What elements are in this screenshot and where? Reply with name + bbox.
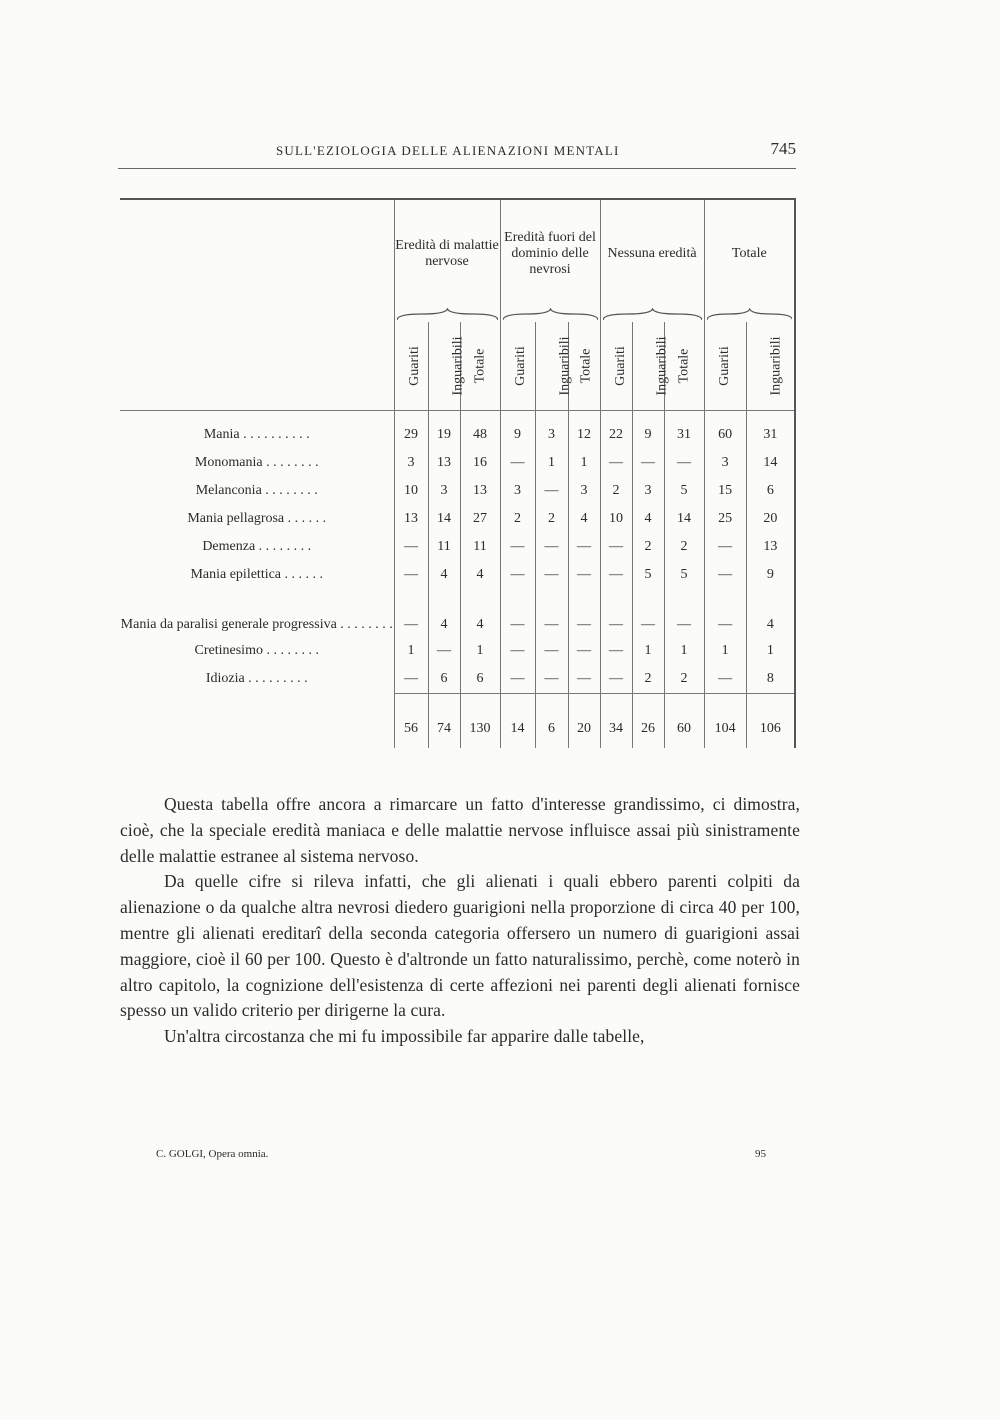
row-label: Monomania . . . . . . . . [194, 455, 319, 470]
table-cell: 9 [500, 411, 535, 450]
paragraph: Un'altra circostanza che mi fu impossibile far apparire dalle tabelle, [164, 1026, 645, 1047]
table-cell: 3 [704, 449, 746, 477]
table-cell: — [664, 589, 704, 637]
subheader-cell: Guariti [600, 322, 632, 411]
table-cell: 2 [535, 505, 568, 533]
subheader-cell: Inguaribili [535, 322, 568, 411]
table-cell: 1 [568, 449, 600, 477]
table-cell: — [394, 665, 428, 694]
row-label: Mania da paralisi generale progressiva . . . . . . . . [120, 617, 393, 632]
table-cell: 20 [746, 505, 795, 533]
table-cell: 25 [704, 505, 746, 533]
table-cell: 3 [568, 477, 600, 505]
table-row [120, 589, 795, 637]
table-cell: 5 [632, 561, 664, 589]
table-cell: 14 [746, 449, 795, 477]
table-cell: 3 [535, 411, 568, 450]
table-cell: 4 [428, 589, 460, 637]
paragraph: Questa tabella offre ancora a rimarcare un fatto d'interesse grandissimo, ci dimostra, cioè, che la speciale eredità maniaca e delle malattie nervose influisce assai più sinistramente delle malattie estranee al sistema nervoso. [120, 794, 800, 866]
subheader-cell: Guariti [704, 322, 746, 411]
subheader-cell: Totale [460, 322, 500, 411]
table-cell: 22 [600, 411, 632, 450]
table-row [120, 449, 795, 477]
table-row [120, 533, 795, 561]
table-cell: 5 [664, 477, 704, 505]
group-heredity-outside: Eredità fuori del dominio delle nevrosi [500, 199, 600, 308]
table-cell: 9 [632, 411, 664, 450]
total-cell: 56 [394, 694, 428, 749]
subheader-cell: Inguaribili [428, 322, 460, 411]
running-head [118, 141, 796, 167]
table-cell: 10 [600, 505, 632, 533]
table-cell: — [394, 561, 428, 589]
total-cell: 34 [600, 694, 632, 749]
table-cell: 31 [664, 411, 704, 450]
table-cell: 14 [428, 505, 460, 533]
total-cell: 6 [535, 694, 568, 749]
table-cell: 6 [746, 477, 795, 505]
table-cell: — [632, 589, 664, 637]
table-cell: 1 [535, 449, 568, 477]
table-row [120, 665, 795, 694]
table-cell: — [500, 665, 535, 694]
table-cell: — [535, 533, 568, 561]
table-cell: — [535, 589, 568, 637]
table-row [120, 411, 795, 450]
table-cell: — [568, 533, 600, 561]
table-cell: 9 [746, 561, 795, 589]
table-cell: 2 [600, 477, 632, 505]
table-cell: 1 [704, 637, 746, 665]
table-cell: 4 [746, 589, 795, 637]
table-cell: 4 [632, 505, 664, 533]
table-cell: 1 [632, 637, 664, 665]
subheader-cell: Totale [664, 322, 704, 411]
table-cell: 3 [394, 449, 428, 477]
table-cell: — [535, 637, 568, 665]
table-cell: — [500, 449, 535, 477]
paragraph: Da quelle cifre si rileva infatti, che gli alienati i quali ebbero parenti colpiti da alienazione o da qualche altra nevrosi diedero guarigioni nella proporzione di circa 40 per 100, mentre gli alienati ereditarî della seconda categoria offersero un numero di guarigioni assai maggiore, cioè il 60 per 100. Questo è d'altronde un fatto naturalissimo, perchè, come noterò in altro capitolo, la cognizione dell'esistenza di certe affezioni nei parenti degli alienati fornisce spesso un valido criterio per dirigerne la cura. [120, 871, 800, 1021]
table-cell: — [600, 665, 632, 694]
table-cell: 2 [632, 665, 664, 694]
total-cell: 130 [460, 694, 500, 749]
table-cell: 3 [428, 477, 460, 505]
table-cell: — [704, 533, 746, 561]
table-cell: — [535, 477, 568, 505]
total-cell: 14 [500, 694, 535, 749]
table-cell: — [568, 589, 600, 637]
table-cell: 10 [394, 477, 428, 505]
table-cell: — [535, 665, 568, 694]
table-cell: — [600, 637, 632, 665]
table-cell: — [500, 533, 535, 561]
table-cell: 15 [704, 477, 746, 505]
table-row [120, 477, 795, 505]
row-label: Melanconia . . . . . . . . [195, 483, 318, 498]
header-rule [118, 168, 796, 169]
table-cell: 13 [460, 477, 500, 505]
table-cell: — [500, 561, 535, 589]
subheader-cell: Totale [568, 322, 600, 411]
table-cell: 8 [746, 665, 795, 694]
table-cell: — [600, 533, 632, 561]
statistics-table [120, 198, 796, 748]
brace-icon [394, 308, 500, 322]
table-cell: — [664, 449, 704, 477]
total-cell: 26 [632, 694, 664, 749]
table-cell: — [500, 637, 535, 665]
signature-line: C. GOLGI, Opera omnia. [156, 1148, 269, 1160]
table-cell: 5 [664, 561, 704, 589]
totals-label-cell [120, 694, 394, 749]
table-cell: — [535, 561, 568, 589]
table-row [120, 561, 795, 589]
group-no-heredity: Nessuna eredità [600, 199, 704, 308]
table-cell: 6 [460, 665, 500, 694]
table-cell: — [568, 665, 600, 694]
table-cell: 14 [664, 505, 704, 533]
body-text [120, 792, 800, 1050]
table-cell: — [600, 589, 632, 637]
table-cell: — [428, 637, 460, 665]
subheader-cell: Inguaribili [746, 322, 795, 411]
table-row [120, 505, 795, 533]
table-cell: 4 [460, 561, 500, 589]
table-cell: 3 [632, 477, 664, 505]
subheader-cell: Inguaribili [632, 322, 664, 411]
table-cell: 19 [428, 411, 460, 450]
subheader-cell: Guariti [394, 322, 428, 411]
row-label: Demenza . . . . . . . . [202, 539, 312, 554]
table-cell: — [394, 589, 428, 637]
table-cell: 4 [460, 589, 500, 637]
table-cell: — [704, 665, 746, 694]
total-cell: 106 [746, 694, 795, 749]
table-cell: 4 [428, 561, 460, 589]
table-cell: — [600, 449, 632, 477]
row-label: Mania epilettica . . . . . . [190, 567, 324, 582]
table-cell: 11 [428, 533, 460, 561]
table-cell: 16 [460, 449, 500, 477]
table-cell: — [568, 561, 600, 589]
row-label: Mania . . . . . . . . . . [203, 427, 310, 442]
table-cell: 3 [500, 477, 535, 505]
table-cell: — [500, 589, 535, 637]
table-cell: — [394, 533, 428, 561]
table-cell: 1 [394, 637, 428, 665]
table-cell: — [704, 589, 746, 637]
table-cell: 60 [704, 411, 746, 450]
table-cell: 12 [568, 411, 600, 450]
group-heredity-nervous: Eredità di malattie nervose [394, 199, 500, 308]
table-cell: — [568, 637, 600, 665]
table-cell: 11 [460, 533, 500, 561]
sheet-number: 95 [755, 1148, 766, 1160]
totals-row [120, 694, 795, 749]
table-cell: 2 [664, 665, 704, 694]
table-cell: 31 [746, 411, 795, 450]
group-header-row [120, 199, 795, 308]
page-number: 745 [770, 139, 796, 158]
row-label: Idiozia . . . . . . . . . [205, 671, 308, 687]
row-label: Mania pellagrosa . . . . . . [187, 511, 327, 526]
table-cell: 4 [568, 505, 600, 533]
total-cell: 104 [704, 694, 746, 749]
total-cell: 60 [664, 694, 704, 749]
table-cell: 1 [664, 637, 704, 665]
table-cell: 29 [394, 411, 428, 450]
brace-icon [500, 308, 600, 322]
brace-icon [600, 308, 704, 322]
table-cell: 2 [664, 533, 704, 561]
brace-icon [704, 308, 795, 322]
table-cell: 1 [746, 637, 795, 665]
table-cell: — [600, 561, 632, 589]
group-total: Totale [704, 199, 795, 308]
table-cell: — [632, 449, 664, 477]
subheader-cell: Guariti [500, 322, 535, 411]
table-cell: 6 [428, 665, 460, 694]
table-cell: 2 [632, 533, 664, 561]
table-cell: 2 [500, 505, 535, 533]
running-title: SULL'EZIOLOGIA DELLE ALIENAZIONI MENTALI [276, 143, 620, 158]
table-cell: 1 [460, 637, 500, 665]
row-label: Cretinesimo . . . . . . . . [194, 643, 319, 658]
table-cell: — [704, 561, 746, 589]
table-row [120, 637, 795, 665]
table-cell: 27 [460, 505, 500, 533]
table-cell: 48 [460, 411, 500, 450]
table-cell: 13 [428, 449, 460, 477]
table-cell: 13 [746, 533, 795, 561]
table-cell: 13 [394, 505, 428, 533]
corner-cell [120, 199, 394, 411]
total-cell: 20 [568, 694, 600, 749]
total-cell: 74 [428, 694, 460, 749]
